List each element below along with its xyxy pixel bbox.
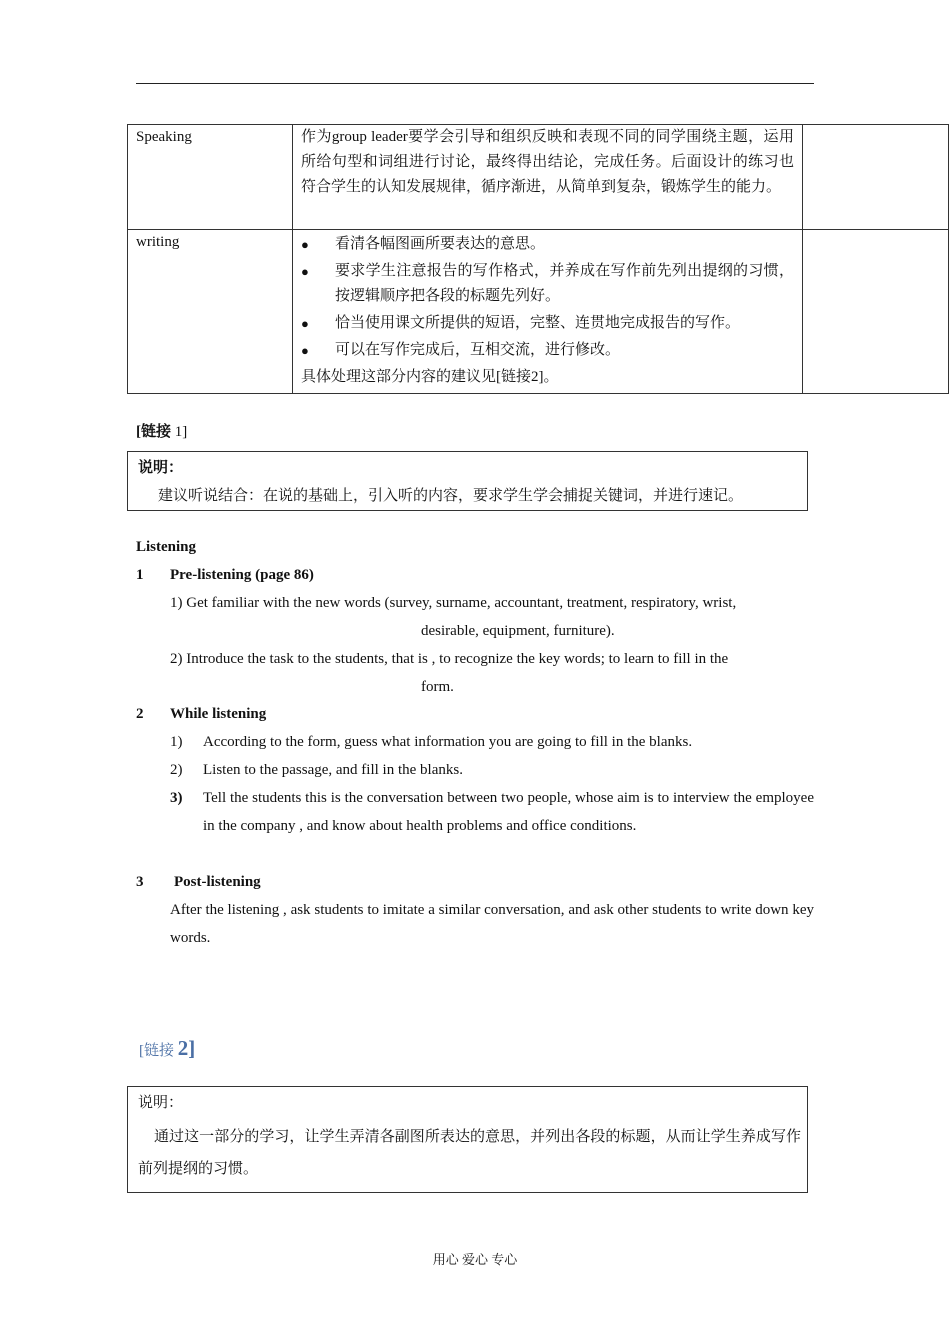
list-item: 2) Introduce the task to the students, that is , to recognize the key words; to learn to fill in the <box>170 651 729 667</box>
link1-heading: [链接 1] <box>136 424 188 440</box>
list-item: According to the form, guess what information you are going to fill in the blanks. <box>203 734 693 750</box>
bullet-item: ● 可以在写作完成后，互相交流，进行修改。 <box>301 338 794 363</box>
list-item: Tell the students this is the conversation between two people, whose aim is to interview the employee in the company , and know about health problems and office conditions. <box>203 790 814 834</box>
list-item-continued: desirable, equipment, furniture). <box>421 623 615 639</box>
link2-heading: [链接 2] <box>139 1036 196 1060</box>
skill-cell: Speaking <box>128 125 293 230</box>
bullet-icon: ● <box>301 237 309 252</box>
note-cell <box>803 230 949 394</box>
note-text: 建议听说结合：在说的基础上，引入听的内容，要求学生学会捕捉关键词，并进行速记。 <box>158 488 744 504</box>
bullet-icon: ● <box>301 264 309 279</box>
paragraph: After the listening , ask students to imitate a similar conversation, and ask other students to write down key words. <box>170 902 814 946</box>
bullet-icon: ● <box>301 343 309 358</box>
step-title: Pre-listening (page 86) <box>170 567 314 583</box>
step-number: 1 <box>136 567 144 583</box>
section-title: Listening <box>136 539 197 555</box>
content-cell <box>293 230 803 394</box>
note-label: 说明： <box>138 460 184 476</box>
list-item-continued: form. <box>421 679 454 695</box>
list-item: Listen to the passage, and fill in the blanks. <box>203 762 463 778</box>
skill-cell: writing <box>128 230 293 394</box>
list-item-number: 3) <box>170 790 183 806</box>
lesson-plan-table <box>127 124 949 394</box>
table-row-speaking <box>128 125 949 230</box>
list-item-number: 2) <box>170 762 183 778</box>
list-item: 1) Get familiar with the new words (survey, surname, accountant, treatment, respiratory, wrist, <box>170 595 737 611</box>
bullet-item: ● 看清各幅图画所要表达的意思。 <box>301 232 794 257</box>
note-label: 说明： <box>138 1095 184 1111</box>
note-text: 通过这一部分的学习，让学生弄清各副图所表达的意思，并列出各段的标题，从而让学生养成写作前列提纲的习惯。 <box>138 1129 801 1177</box>
cell-footer-line: 具体处理这部分内容的建议见[链接2]。 <box>301 369 559 385</box>
step-title: While listening <box>170 706 267 722</box>
step-number: 3 <box>136 874 144 890</box>
content-cell: 作为group leader要学会引导和组织反映和表现不同的同学围绕主题，运用所给句型和词组进行讨论，最终得出结论，完成任务。后面设计的练习也符合学生的认知发展规律，循序渐进，从简单到复杂，锻炼学生的能力。 <box>293 125 803 230</box>
bullet-item: ● 要求学生注意报告的写作格式，并养成在写作前先列出提纲的习惯，按逻辑顺序把各段的标题先列好。 <box>301 259 794 309</box>
note-cell <box>803 125 949 230</box>
bullet-item: ● 恰当使用课文所提供的短语，完整、连贯地完成报告的写作。 <box>301 311 794 336</box>
step-number: 2 <box>136 706 144 722</box>
header-rule <box>136 83 814 84</box>
note-box-2 <box>127 1086 808 1193</box>
note-box-1 <box>127 451 808 511</box>
step-title: Post-listening <box>174 874 261 890</box>
page-footer: 用心 爱心 专心 <box>432 1252 518 1267</box>
table-row-writing <box>128 230 949 394</box>
bullet-icon: ● <box>301 316 309 331</box>
list-item-number: 1) <box>170 734 183 750</box>
